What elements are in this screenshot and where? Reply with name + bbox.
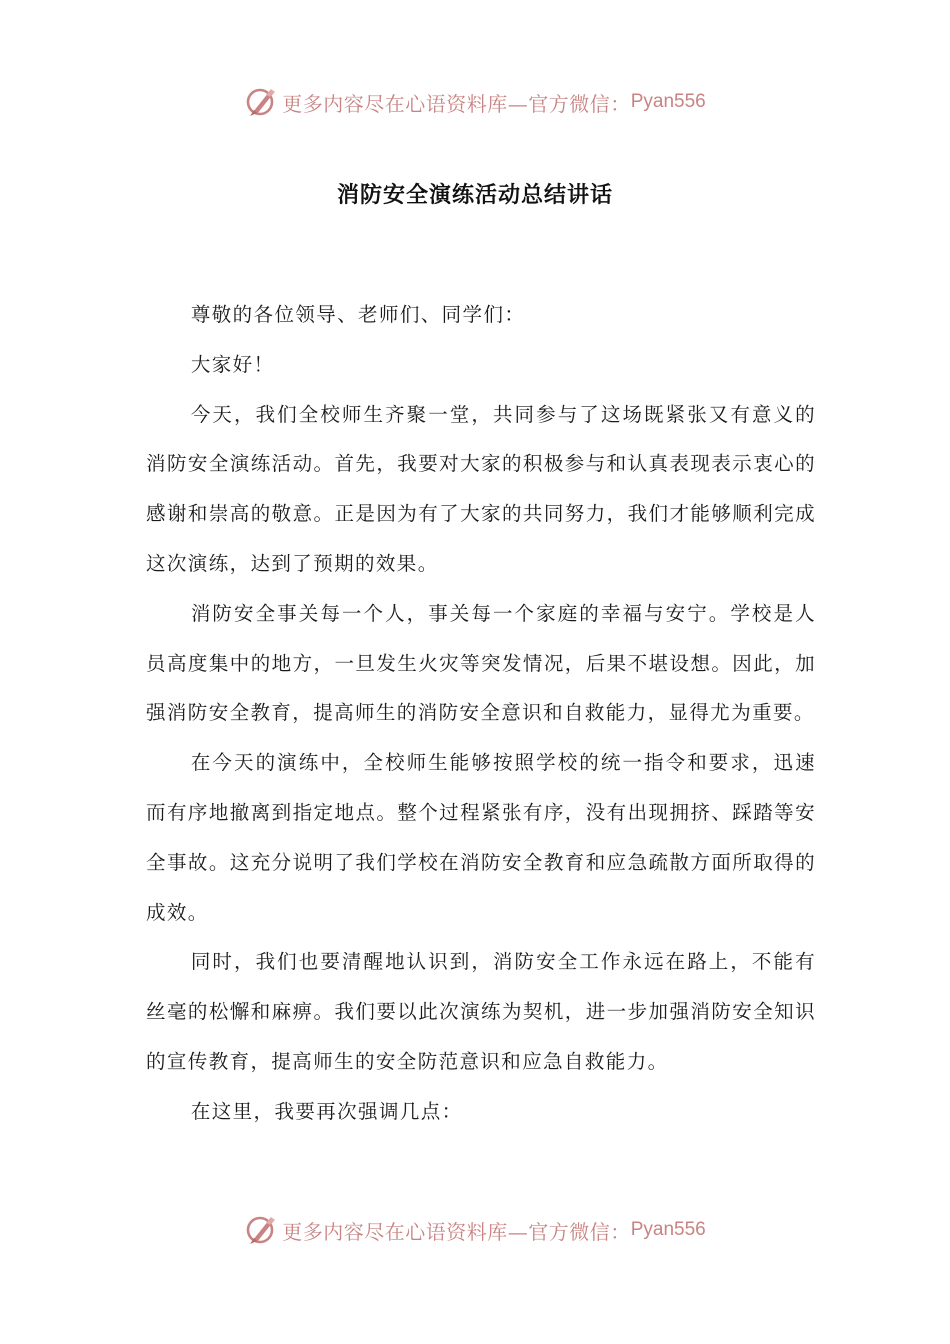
paragraph: 消防安全事关每一个人，事关每一个家庭的幸福与安宁。学校是人员高度集中的地方，一旦发生火灾等突发情况，后果不堪设想。因此，加强消防安全教育，提高师生的消防安全意识和自救能力，显得尤为重要。: [146, 601, 816, 725]
footer-banner-wechat-id: Pyan556: [630, 1219, 706, 1240]
pen-logo-icon: [244, 1213, 278, 1247]
paragraph-greeting: 大家好！: [190, 352, 275, 376]
header-banner: [0, 80, 950, 124]
pen-logo-icon: [244, 85, 278, 119]
paragraph: 在这里，我要再次强调几点：: [190, 1099, 463, 1123]
paragraph-salutation: 尊敬的各位领导、老师们、同学们：: [190, 303, 526, 326]
paragraph: 今天，我们全校师生齐聚一堂，共同参与了这场既紧张又有意义的消防安全演练活动。首先，我要对大家的积极参与和认真表现表示衷心的感谢和崇高的敬意。正是因为有了大家的共同努力，我们才能够顺利完成这次演练，达到了预期的效果。: [146, 402, 816, 575]
footer-banner: [0, 1208, 950, 1252]
paragraph: 在今天的演练中，全校师生能够按照学校的统一指令和要求，迅速而有序地撤离到指定地点。整个过程紧张有序，没有出现拥挤、踩踏等安全事故。这充分说明了我们学校在消防安全教育和应急疏散方面所取得的成效。: [146, 751, 816, 924]
footer-banner-text: 更多内容尽在心语资料库—官方微信：: [282, 1219, 631, 1244]
header-banner-text: 更多内容尽在心语资料库—官方微信：: [282, 91, 631, 116]
document-body: [146, 290, 816, 1137]
header-banner-wechat-id: Pyan556: [630, 91, 706, 112]
document-title: 消防安全演练活动总结讲话: [336, 183, 613, 208]
paragraph: 同时，我们也要清醒地认识到，消防安全工作永远在路上，不能有丝毫的松懈和麻痹。我们要以此次演练为契机，进一步加强消防安全知识的宣传教育，提高师生的安全防范意识和应急自救能力。: [146, 950, 816, 1073]
